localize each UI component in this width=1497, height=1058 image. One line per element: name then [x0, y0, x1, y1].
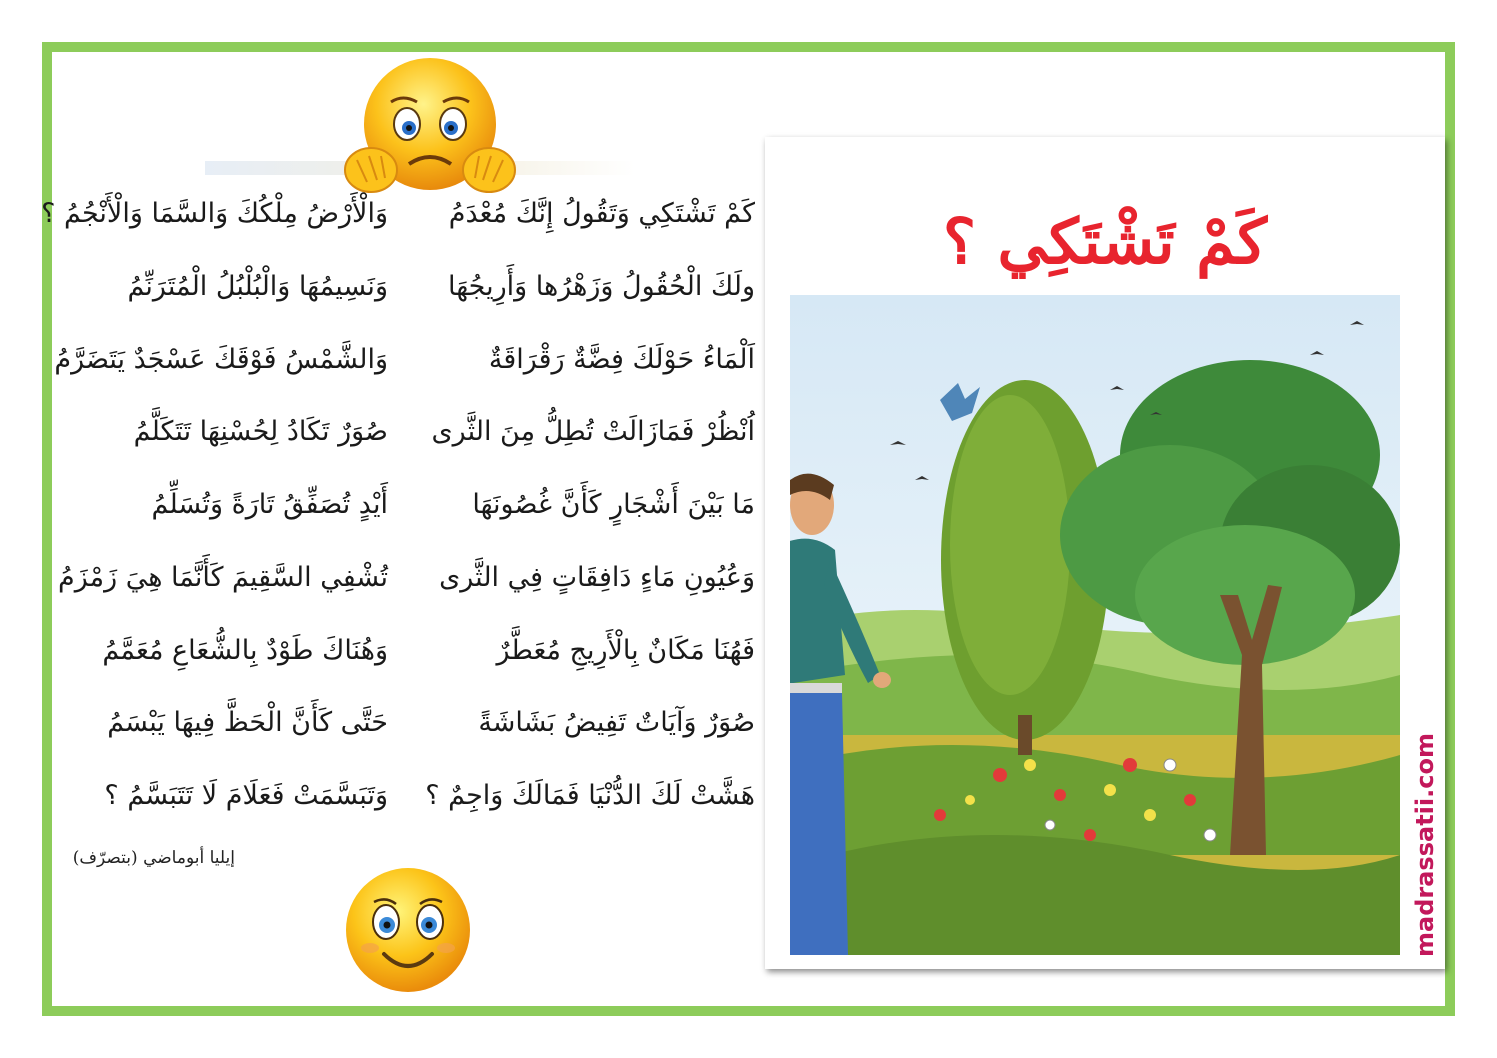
- poem-line: أَيْدٍ تُصَفِّقُ تَارَةً وَتُسَلِّمُ: [151, 489, 388, 520]
- poem-line: وَتَبَسَّمَتْ فَعَلَامَ لَا تَتَبَسَّمُ ؟: [104, 780, 388, 811]
- poem-line: وَعُيُونِ مَاءٍ دَافِقَاتٍ فِي الثَّرى: [439, 561, 755, 593]
- illustration-card: [765, 137, 1445, 969]
- poem-line: تُشْفِي السَّقِيمَ كَأَنَّمَا هِيَ زَمْزَمُ: [58, 561, 388, 593]
- poem-line: اُنْظُرْ فَمَازَالَتْ تُطِلُّ مِنَ الثَّرى: [431, 416, 755, 448]
- poem-line: ولَكَ الْحُقُولُ وَزَهْرُها وَأَرِيجُهَا: [447, 270, 755, 302]
- poem-author: إيليا أبوماضي (بتصرّف): [72, 848, 235, 868]
- watermark-text: madrassatii.com: [1411, 733, 1439, 957]
- watermark: [1410, 700, 1440, 990]
- poem-line: وَهُنَاكَ طَوْدٌ بِالشُّعَاعِ مُعَمَّمُ: [102, 634, 388, 666]
- poem-line: كَمْ تَشْتَكِي وَتَقُولُ إِنَّكَ مُعْدَمُ: [448, 198, 755, 229]
- poem-left-column: [41, 190, 388, 820]
- poem-line: وَنَسِيمُهَا وَالْبُلْبُلُ الْمُتَرَنِّمُ: [127, 270, 388, 302]
- poem-line: فَهُنَا مَكَانٌ بِالْأَرِيجِ مُعَطَّرٌ: [496, 634, 755, 666]
- smiling-emoji-icon: [340, 862, 476, 996]
- poem-line: وَالشَّمْسُ فَوْقَكَ عَسْجَدٌ يَتَضَرَّمُ: [54, 343, 388, 375]
- poem-line: مَا بَيْنَ أَشْجَارٍ كَأَنَّ غُصُونَهَا: [472, 489, 755, 520]
- page-title: كَمْ تَشْتَكِي ؟: [942, 205, 1268, 278]
- poem-line: هَشَّتْ لَكَ الدُّنْيَا فَمَالَكَ وَاجِمٌ ؟: [425, 780, 755, 811]
- poem-line: اَلْمَاءُ حَوْلَكَ فِضَّةٌ رَقْرَاقَةٌ: [488, 343, 755, 375]
- sad-emoji-icon: [343, 52, 518, 202]
- poem-right-column: [425, 190, 755, 820]
- poem-line: حَتَّى كَأَنَّ الْحَظَّ فِيهَا يَبْسَمُ: [107, 707, 388, 739]
- poem-line: صُوَرٌ تَكَادُ لِحُسْنِهَا تَتَكَلَّمُ: [133, 416, 388, 448]
- garden-illustration: [790, 295, 1400, 955]
- poem-line: صُوَرٌ وَآيَاتٌ تَفِيضُ بَشَاشَةً: [478, 707, 755, 739]
- poem-line: وَالْأَرْضُ مِلْكُكَ وَالسَّمَا وَالْأَنْجُمُ ؟: [41, 198, 388, 229]
